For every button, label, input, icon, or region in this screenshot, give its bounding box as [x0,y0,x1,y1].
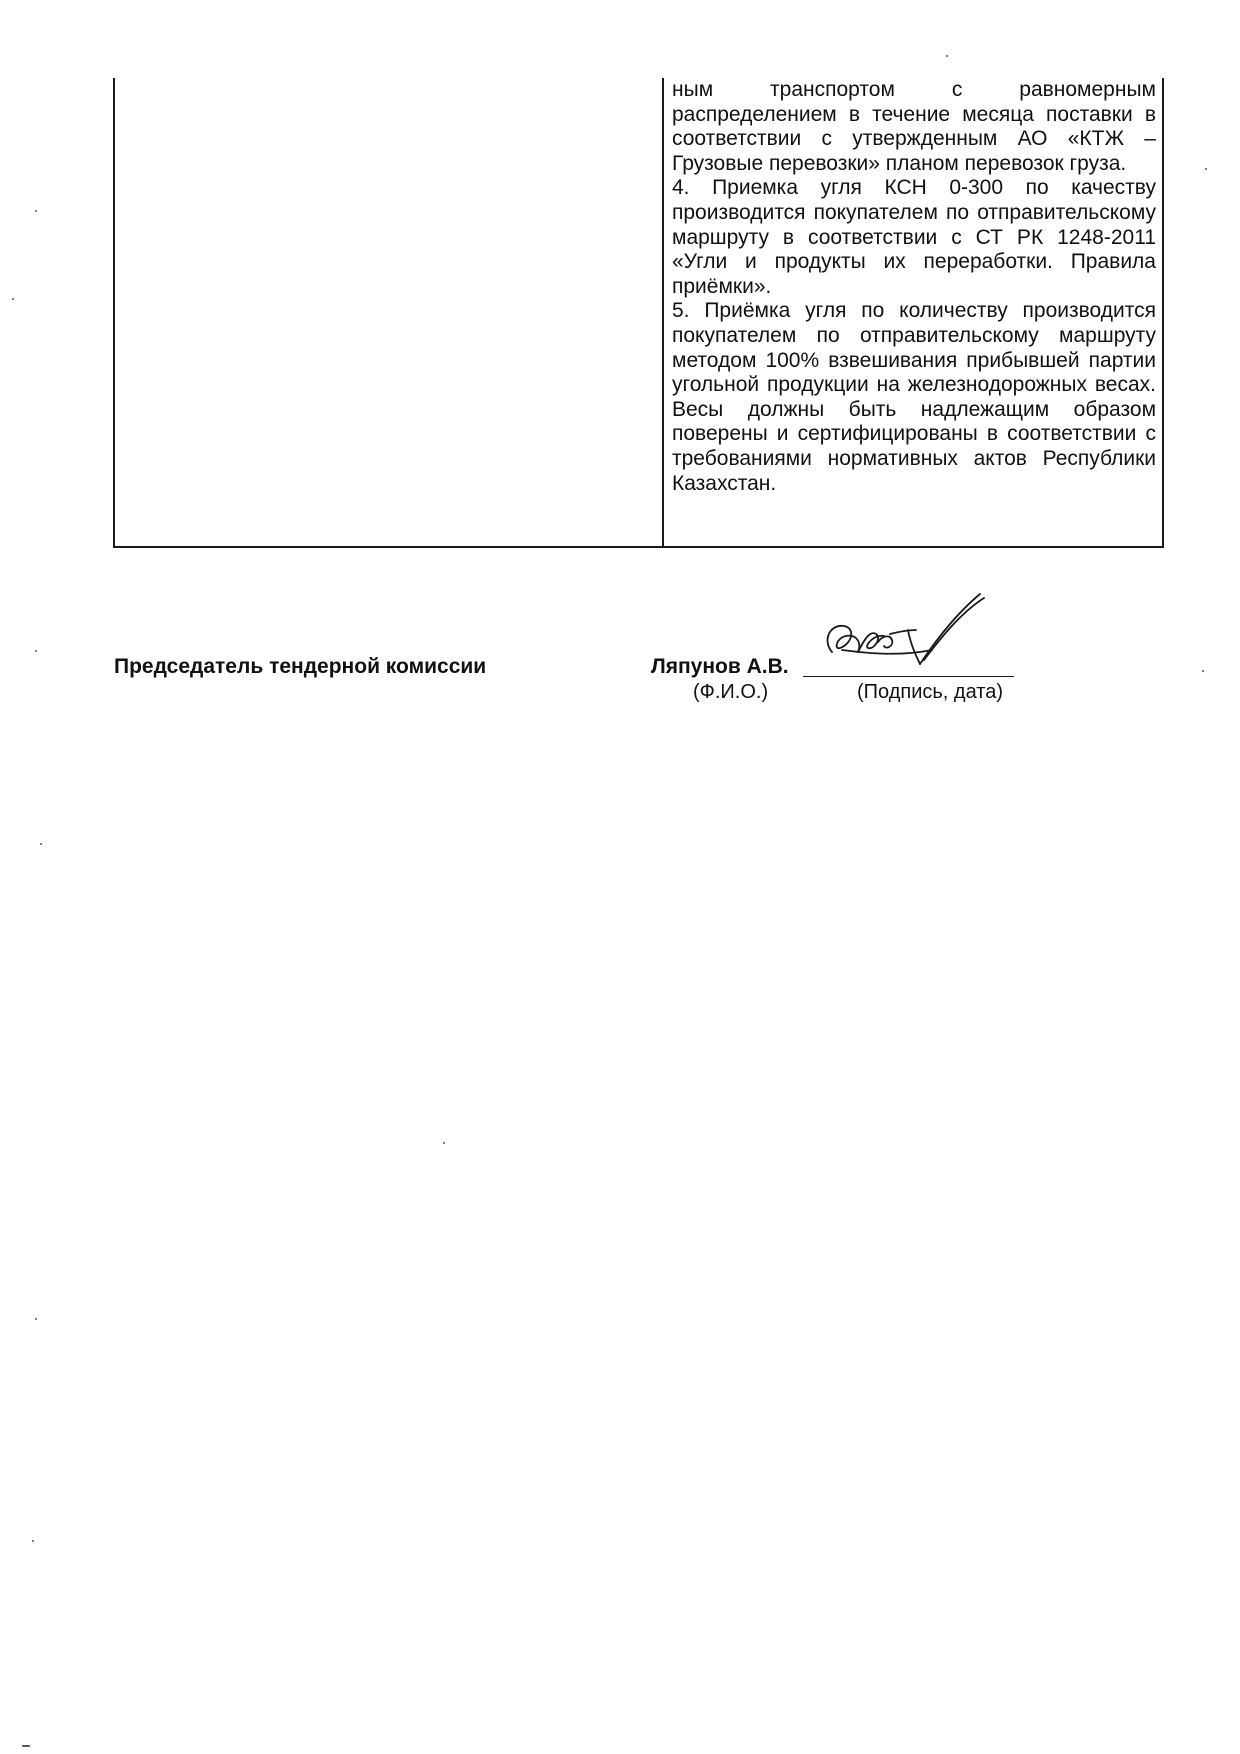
table-cell-left-empty [115,78,662,546]
scan-speck [35,210,37,212]
requirements-table-continuation [113,78,1164,548]
signatory-name: Ляпунов А.В. [651,655,789,678]
scan-speck [1205,168,1207,170]
scan-speck [1202,670,1204,672]
paragraph-transport: ным транспортом с равномерным распределением в течение месяца поставки в соответствии с утвержденным АО «КТЖ – Грузовые перевозки» планом перевозок груза. [672,78,1156,175]
table-cell-right [672,78,1156,496]
scan-speck [22,1745,30,1747]
fio-hint: (Ф.И.О.) [693,681,769,703]
scan-speck [35,1318,37,1320]
scan-speck [946,55,948,57]
scan-speck [40,843,42,845]
signatory-role: Председатель тендерной комиссии [114,655,487,678]
scan-speck [443,1142,445,1144]
scan-speck [35,650,37,652]
scan-speck [12,298,14,300]
scan-speck [32,1540,34,1542]
paragraph-quality-acceptance: 4. Приемка угля КСН 0-300 по качеству производится покупателем по отправительскому маршруту в соответствии с СТ РК 1248-2011 «Угли и продукты их переработки. Правила приёмки». [672,176,1156,298]
signature-date-hint: (Подпись, дата) [857,681,1003,703]
handwritten-signature [812,590,992,680]
paragraph-quantity-acceptance: 5. Приёмка угля по количеству производится покупателем по отправительскому маршруту методом 100% взвешивания прибывшей партии угольной продукции на железнодорожных весах. Весы должны быть надлежащим образом поверены и сертифицированы в соответствии с требованиями нормативных актов Республики Казахстан. [672,299,1156,495]
column-divider [662,78,664,546]
